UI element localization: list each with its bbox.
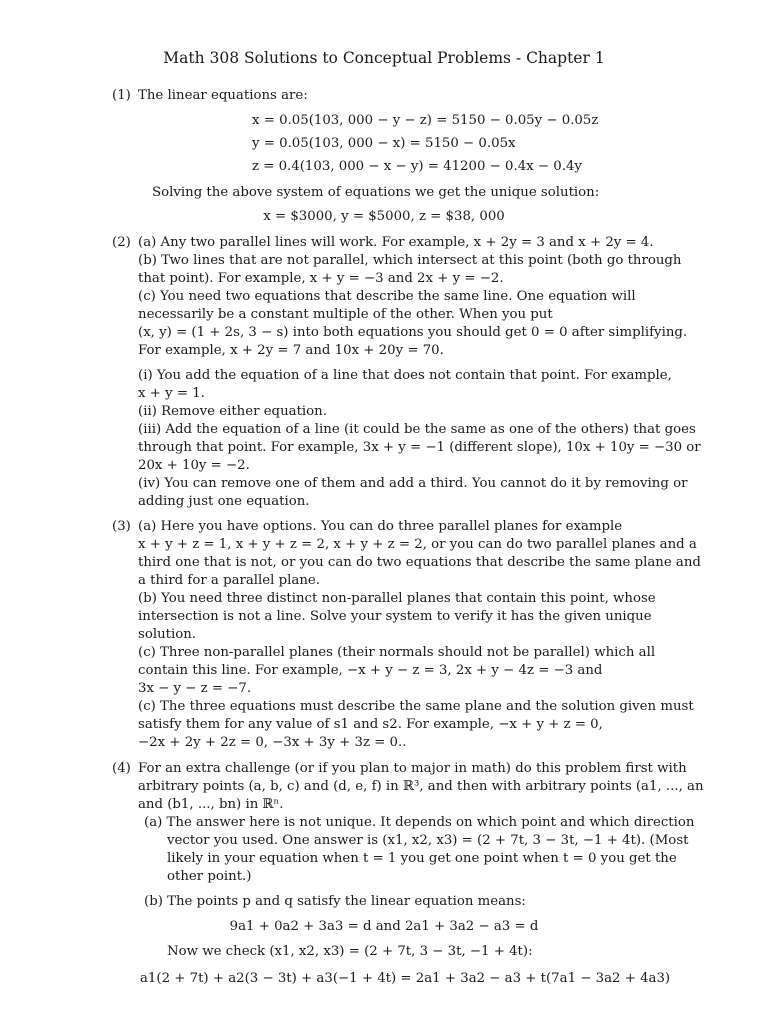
problem-2-line: For example, x + 2y = 7 and 10x + 20y = 70. xyxy=(138,343,444,358)
problem-1-solution: x = $3000, y = $5000, z = $38, 000 xyxy=(263,209,505,224)
problem-2-line: (b) Two lines that are not parallel, which intersect at this point (both go through xyxy=(138,253,682,268)
problem-3-line: a third for a parallel plane. xyxy=(138,573,321,588)
problem-4-line: and (b1, ..., bn) in ℝⁿ. xyxy=(138,797,284,812)
problem-2-line: (ii) Remove either equation. xyxy=(138,404,327,419)
problem-4a-line: (a) The answer here is not unique. It depends on which point and which direction xyxy=(144,815,695,830)
problem-2-line: (x, y) = (1 + 2s, 3 − s) into both equations you should get 0 = 0 after simplifying. xyxy=(138,325,688,340)
problem-4b-line: Now we check (x1, x2, x3) = (2 + 7t, 3 − 3t, −1 + 4t): xyxy=(167,944,533,959)
problem-1-number: (1) xyxy=(112,88,131,103)
problem-4a-line: vector you used. One answer is (x1, x2, x3) = (2 + 7t, 3 − 3t, −1 + 4t). (Most xyxy=(167,833,689,848)
problem-4-number: (4) xyxy=(112,761,131,776)
problem-2-line: (i) You add the equation of a line that does not contain that point. For example, xyxy=(138,368,672,383)
problem-3-line: third one that is not, or you can do two equations that describe the same plane and xyxy=(138,555,701,570)
problem-3-line: solution. xyxy=(138,627,197,642)
equation-z: z = 0.4(103, 000 − x − y) = 41200 − 0.4x − 0.4y xyxy=(252,159,582,174)
problem-1-intro: The linear equations are: xyxy=(138,88,308,103)
problem-2-line: 20x + 10y = −2. xyxy=(138,458,250,473)
problem-2-line: (iii) Add the equation of a line (it could be the same as one of the others) that goes xyxy=(138,422,696,437)
problem-3-line: −2x + 2y + 2z = 0, −3x + 3y + 3z = 0.. xyxy=(138,735,407,750)
problem-4-line: For an extra challenge (or if you plan to major in math) do this problem first with xyxy=(138,761,687,776)
problem-2-line: through that point. For example, 3x + y = −1 (different slope), 10x + 10y = −30 or xyxy=(138,440,701,455)
problem-4b-check-equation: a1(2 + 7t) + a2(3 − 3t) + a3(−1 + 4t) = 2a1 + 3a2 − a3 + t(7a1 − 3a2 + 4a3) xyxy=(140,971,671,986)
problem-3-line: (c) Three non-parallel planes (their normals should not be parallel) which all xyxy=(138,645,656,660)
problem-2-line: (c) You need two equations that describe the same line. One equation will xyxy=(138,289,636,304)
problem-2-line: that point). For example, x + y = −3 and 2x + y = −2. xyxy=(138,271,504,286)
problem-3-line: (a) Here you have options. You can do three parallel planes for example xyxy=(138,519,623,534)
problem-3-line: (c) The three equations must describe the same plane and the solution given must xyxy=(138,699,694,714)
problem-2-line: (a) Any two parallel lines will work. For example, x + 2y = 3 and x + 2y = 4. xyxy=(138,235,654,250)
equation-x: x = 0.05(103, 000 − y − z) = 5150 − 0.05y − 0.05z xyxy=(252,113,599,128)
problem-4-line: arbitrary points (a, b, c) and (d, e, f) in ℝ³, and then with arbitrary points (a1, ..., an xyxy=(138,779,704,794)
problem-3-line: (b) You need three distinct non-parallel planes that contain this point, whose xyxy=(138,591,656,606)
problem-4a-line: likely in your equation when t = 1 you get one point when t = 0 you get the xyxy=(167,851,677,866)
problem-3-line: x + y + z = 1, x + y + z = 2, x + y + z = 2, or you can do two parallel planes and a xyxy=(138,537,697,552)
problem-2-number: (2) xyxy=(112,235,131,250)
problem-2-line: adding just one equation. xyxy=(138,494,310,509)
problem-1-solving-text: Solving the above system of equations we get the unique solution: xyxy=(152,185,600,200)
problem-3-line: contain this line. For example, −x + y − z = 3, 2x + y − 4z = −3 and xyxy=(138,663,603,678)
problem-3-number: (3) xyxy=(112,519,131,534)
problem-3-line: satisfy them for any value of s1 and s2. For example, −x + y + z = 0, xyxy=(138,717,603,732)
problem-4a-line: other point.) xyxy=(167,869,252,884)
problem-4b-equation: 9a1 + 0a2 + 3a3 = d and 2a1 + 3a2 − a3 = d xyxy=(229,919,539,934)
problem-2-line: (iv) You can remove one of them and add a third. You cannot do it by removing or xyxy=(138,476,688,491)
equation-y: y = 0.05(103, 000 − x) = 5150 − 0.05x xyxy=(252,136,516,151)
problem-3-line: 3x − y − z = −7. xyxy=(138,681,252,696)
problem-2-line: x + y = 1. xyxy=(138,386,205,401)
page-title: Math 308 Solutions to Conceptual Problems - Chapter 1 xyxy=(163,49,605,67)
problem-4b-line: (b) The points p and q satisfy the linear equation means: xyxy=(144,894,526,909)
problem-2-line: necessarily be a constant multiple of the other. When you put xyxy=(138,307,553,322)
problem-3-line: intersection is not a line. Solve your system to verify it has the given unique xyxy=(138,609,652,624)
